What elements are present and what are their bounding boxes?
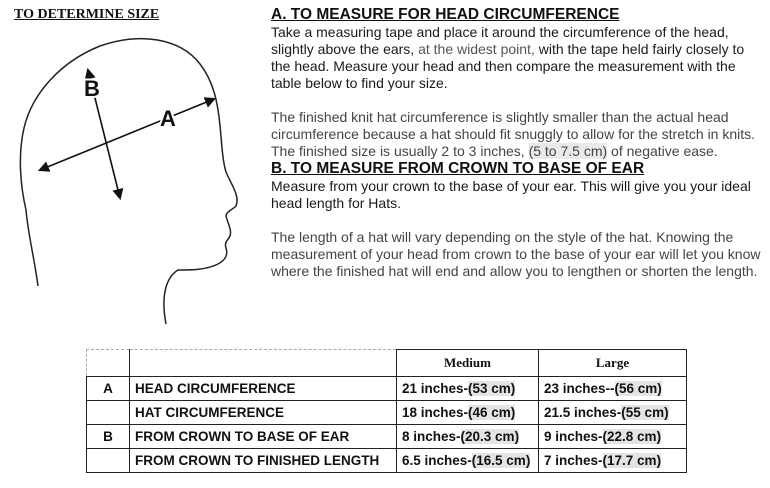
table-row [87,449,687,473]
medium-value: 6.5 inches-(16.5 cm) [397,449,539,473]
section-a-title: A. TO MEASURE FOR HEAD CIRCUMFERENCE [271,6,620,23]
header-blank-name [130,350,397,377]
row-label: B [87,425,130,449]
large-value: 7 inches-(17.7 cm) [539,449,687,473]
circumference-arrow-a [40,99,214,170]
table-header-row [87,350,687,377]
row-label: A [87,377,130,401]
label-b: B [84,76,100,101]
instructions [271,6,765,280]
medium-value: 8 inches-(20.3 cm) [397,425,539,449]
row-label [87,449,130,473]
head-measurement-diagram [0,24,270,346]
size-table [86,349,687,473]
section-a-para2: The finished knit hat circumference is slightly smaller than the actual head circumference because a hat should fit snuggly to allow for the stretch in knits. The finished size is usually 2 to 3 inches, (5 to 7.5 cm) of negative ease. [271,109,756,159]
row-name: FROM CROWN TO FINISHED LENGTH [130,449,397,473]
size-table-wrapper [86,349,687,473]
medium-value: 18 inches-(46 cm) [397,401,539,425]
large-value: 9 inches-(22.8 cm) [539,425,687,449]
large-value: 23 inches--(56 cm) [539,377,687,401]
section-b-para2: The length of a hat will vary depending on the style of the hat. Knowing the measurement of your head from crown to the base of your ear will let you know where the finished hat will end and allow you to lengthen or shorten the length. [271,229,761,279]
label-a: A [160,106,176,131]
header-large: Large [539,350,687,377]
medium-value: 21 inches-(53 cm) [397,377,539,401]
section-b-para1: Measure from your crown to the base of your ear. This will give you your ideal head length for Hats. [271,178,751,211]
large-value: 21.5 inches-(55 cm) [539,401,687,425]
table-row [87,425,687,449]
table-row [87,377,687,401]
header-medium: Medium [397,350,539,377]
row-name: HEAD CIRCUMFERENCE [130,377,397,401]
section-b-title: B. TO MEASURE FROM CROWN TO BASE OF EAR [271,160,645,177]
section-a-para1: Take a measuring tape and place it around the circumference of the head, slightly above the ears, at the widest point, with the tape held fairly closely to the head. Measure your head and then compare the measurement with the table below to find your size. [271,24,745,91]
row-name: FROM CROWN TO BASE OF EAR [130,425,397,449]
table-row [87,401,687,425]
row-label [87,401,130,425]
header-blank-label [87,350,130,377]
head-silhouette [20,39,237,324]
page-heading: TO DETERMINE SIZE [14,7,160,22]
row-name: HAT CIRCUMFERENCE [130,401,397,425]
